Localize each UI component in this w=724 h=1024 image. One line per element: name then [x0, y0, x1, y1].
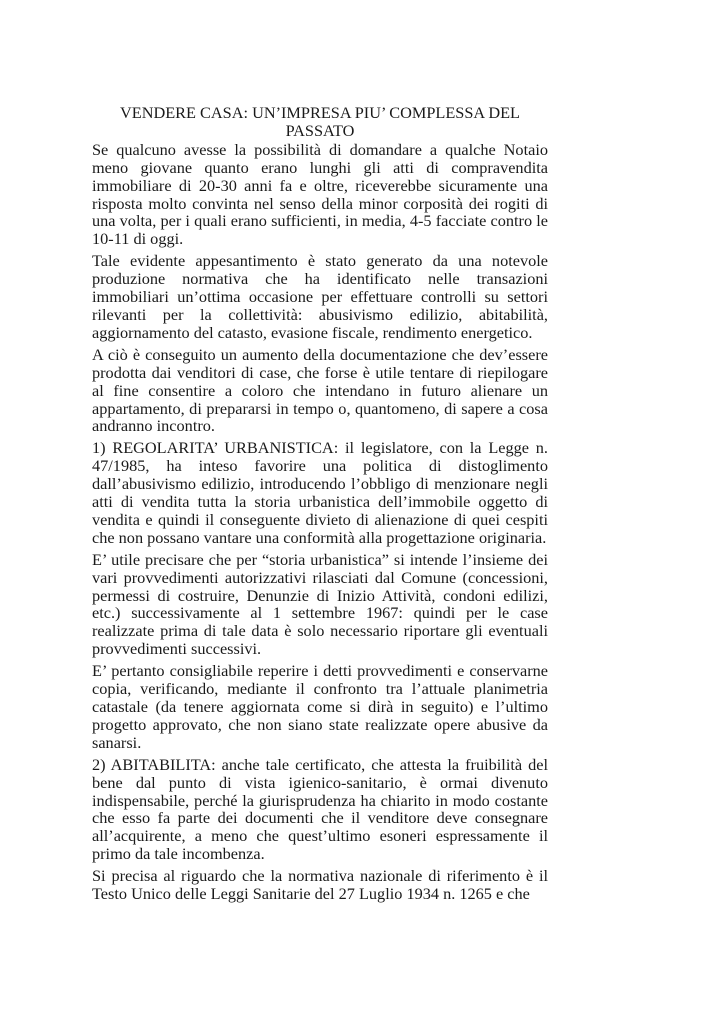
document-title: VENDERE CASA: UN’IMPRESA PIU’ COMPLESSA DEL PASSATO	[120, 103, 520, 140]
paragraph: Si precisa al riguardo che la normativa nazionale di riferimento è il Testo Unico delle Leggi Sanitarie del 27 Luglio 1934 n. 1265 e che	[92, 866, 548, 904]
paragraph: E’ utile precisare che per “storia urbanistica” si intende l’insieme dei vari provvedimenti autorizzativi rilasciati dal Comune (concessioni, permessi di costruire, Denunzie di Inizio Attività, condoni edilizi, etc.) successivamente al 1 settembre 1967: quindi per le case realizzate prima di tale data è solo necessario riportare gli eventuali provvedimenti successivi.	[92, 549, 548, 659]
document-page	[92, 104, 548, 903]
paragraph: A ciò è conseguito un aumento della documentazione che dev’essere prodotta dai venditori di case, che forse è utile tentare di riepilogare al fine consentire a coloro che intendano in futuro alienare un appartamento, di prepararsi in tempo o, quantomeno, di sapere a cosa andranno incontro.	[92, 344, 548, 436]
paragraph: Se qualcuno avesse la possibilità di domandare a qualche Notaio meno giovane quanto erano lunghi gli atti di compravendita immobiliare di 20-30 anni fa e oltre, riceverebbe sicuramente una risposta molto convinta nel senso della minor corposità dei rogiti di una volta, per i quali erano sufficienti, in media, 4-5 facciate contro le 10-11 di oggi.	[92, 139, 548, 249]
paragraph: 2) ABITABILITA: anche tale certificato, che attesta la fruibilità del bene dal punto di vista igienico-sanitario, è ormai divenuto indispensabile, perché la giurisprudenza ha chiarito in modo costante che esso fa parte dei documenti che il venditore deve consegnare all’acquirente, a meno che quest’ultimo esoneri espressamente il primo da tale incombenza.	[92, 754, 548, 864]
paragraph: 1) REGOLARITA’ URBANISTICA: il legislatore, con la Legge n. 47/1985, ha inteso favorire una politica di distoglimento dall’abusivismo edilizio, introducendo l’obbligo di menzionare negli atti di vendita tutta la storia urbanistica dell’immobile oggetto di vendita e quindi il conseguente divieto di alienazione di quei cespiti che non possano vantare una conformità alla progettazione originaria.	[92, 438, 548, 547]
paragraph: Tale evidente appesantimento è stato generato da una notevole produzione normativa che ha identificato nelle transazioni immobiliari un’ottima occasione per effettuare controlli su settori rilevanti per la collettività: abusivismo edilizio, abitabilità, aggiornamento del catasto, evasione fiscale, rendimento energetico.	[92, 251, 548, 342]
paragraph: E’ pertanto consigliabile reperire i detti provvedimenti e conservarne copia, verificando, mediante il confronto tra l’attuale planimetria catastale (da tenere aggiornata come si dirà in seguito) e l’ultimo progetto approvato, che non siano state realizzate opere abusive da sanarsi.	[92, 661, 548, 752]
